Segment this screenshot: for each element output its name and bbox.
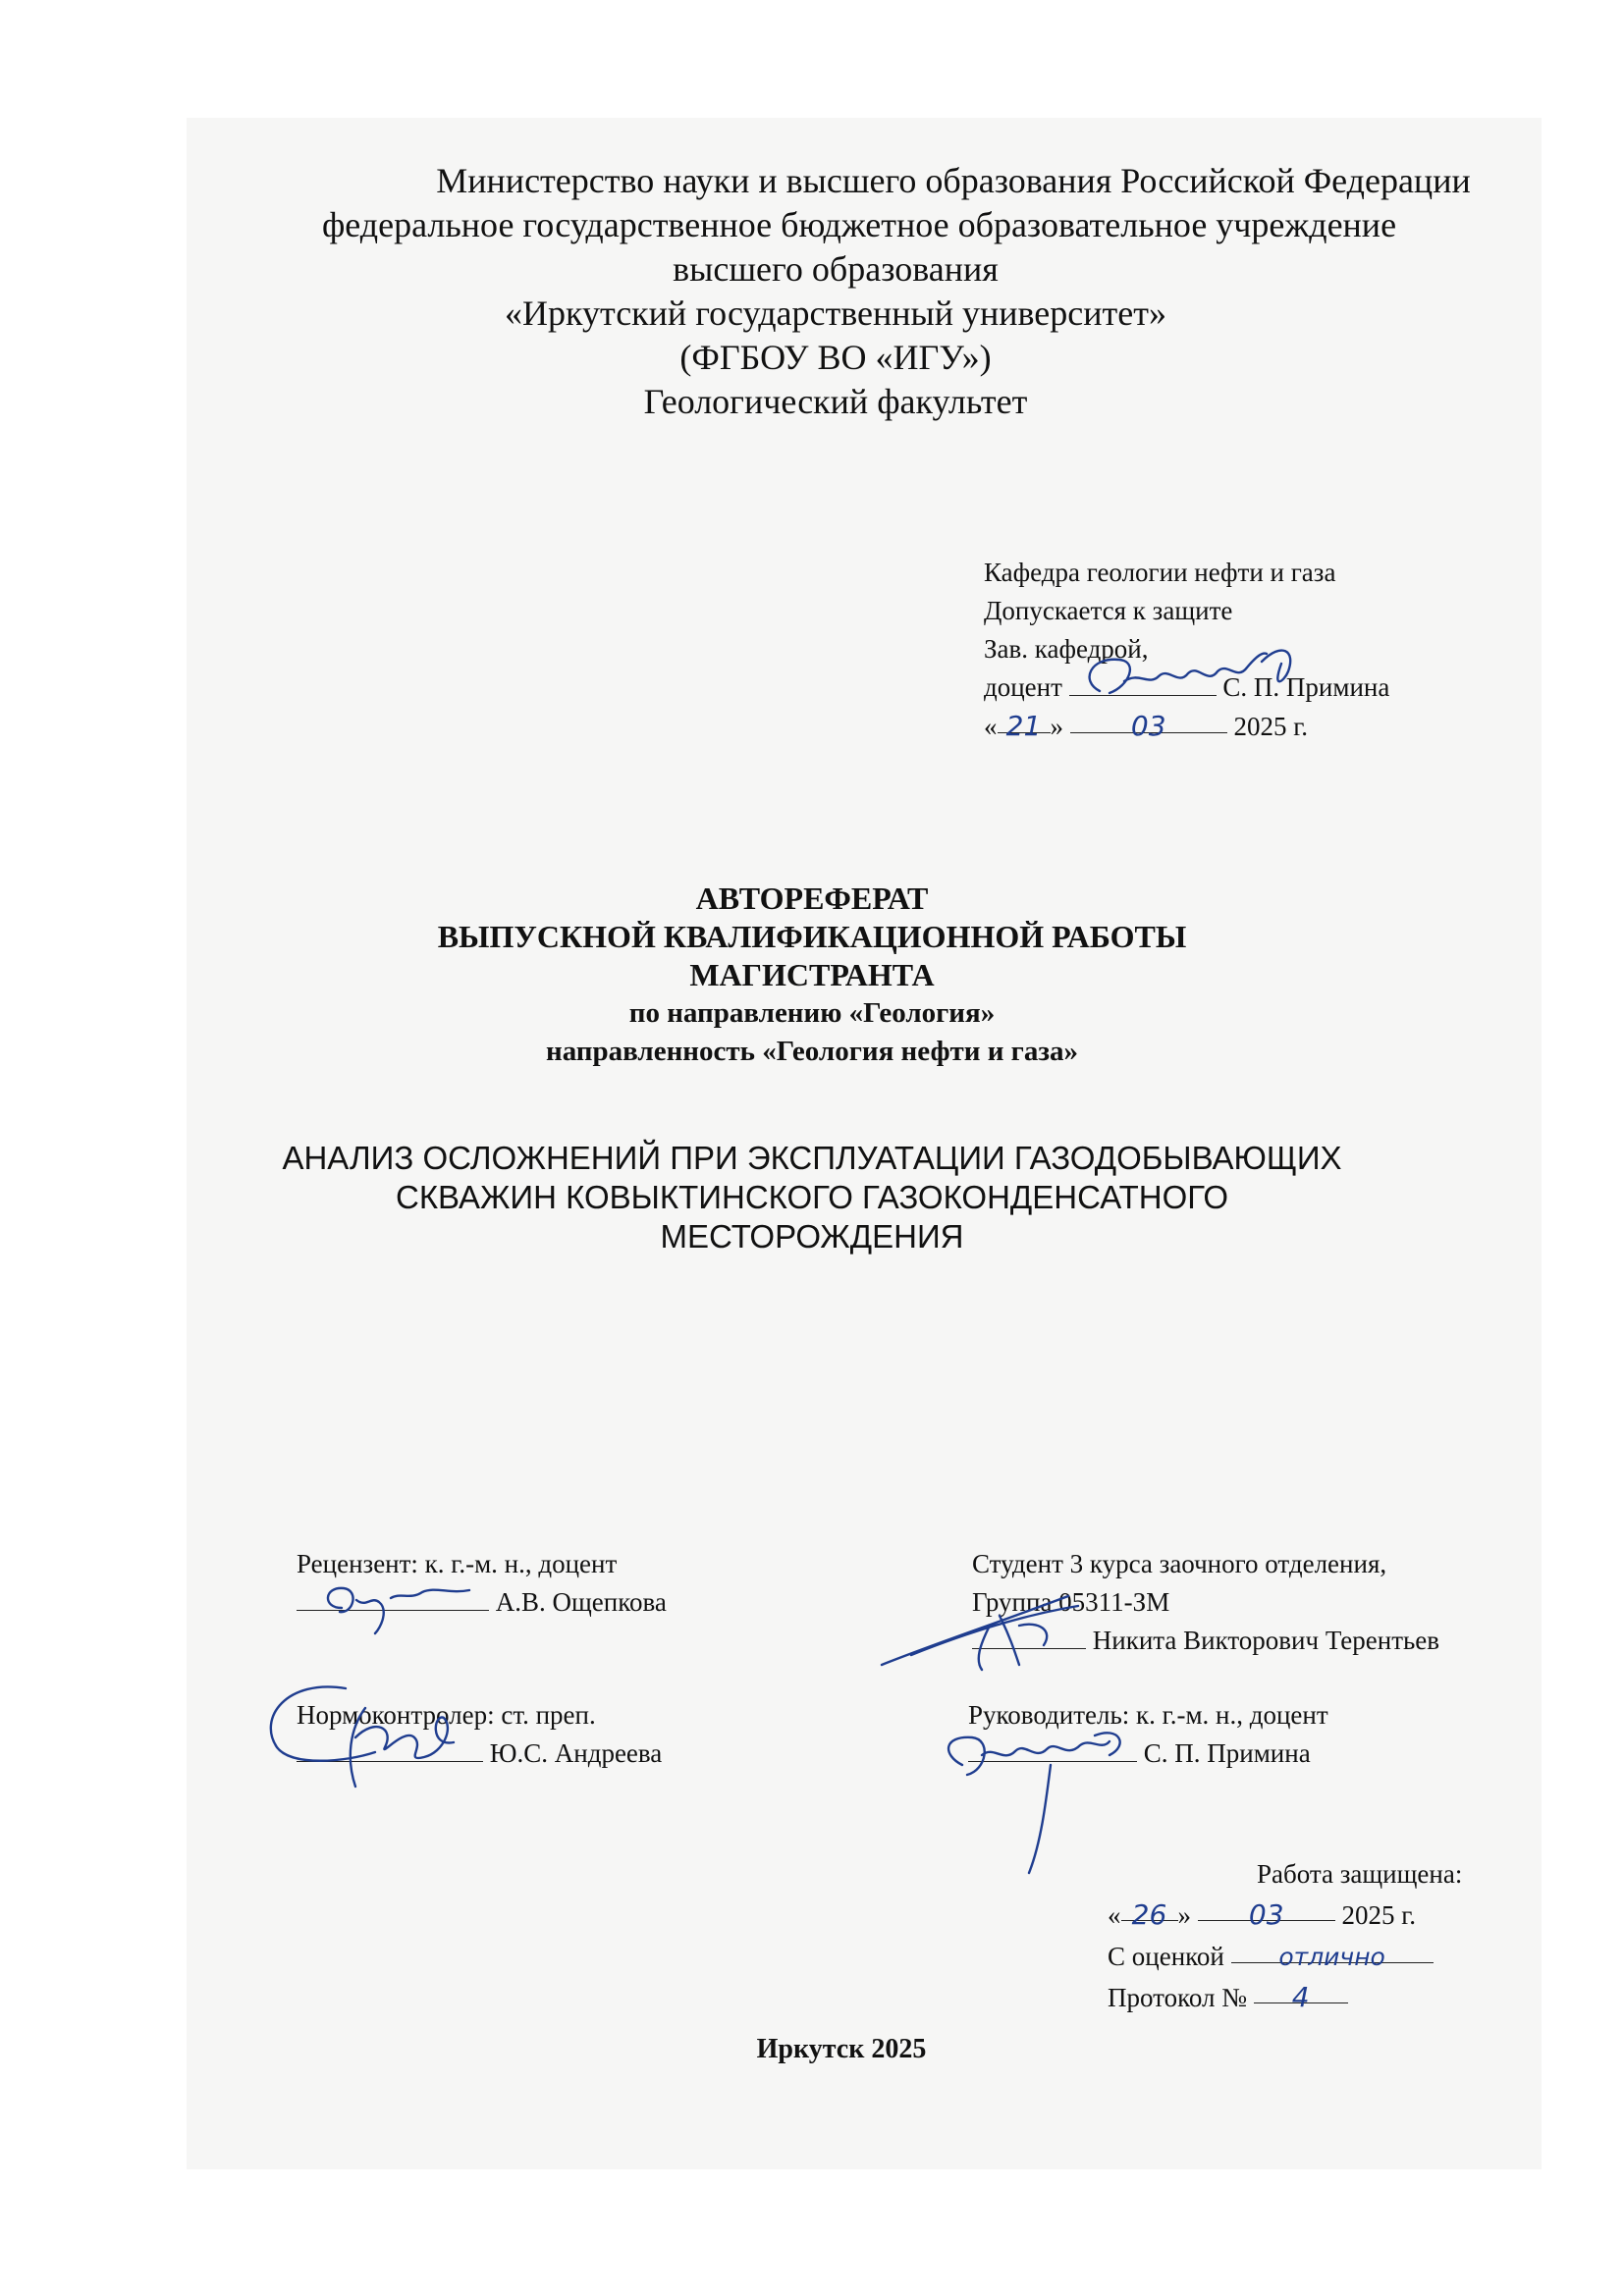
approval-date: « 21 » 03 2025 г.	[984, 707, 1389, 746]
defense-protected-label: Работа защищена:	[1257, 1859, 1463, 1889]
student-label: Студент 3 курса заочного отделения,	[972, 1549, 1387, 1578]
supervisor-name: С. П. Примина	[1143, 1738, 1311, 1768]
topic-line-2: СКВАЖИН КОВЫКТИНСКОГО ГАЗОКОНДЕНСАТНОГО	[395, 1179, 1228, 1215]
defense-year: 2025 г.	[1341, 1900, 1417, 1930]
department-name: Кафедра геологии нефти и газа	[984, 558, 1336, 587]
approval-month: 03	[1070, 707, 1227, 733]
title-specialization: направленность «Геология нефти и газа»	[545, 1036, 1078, 1067]
institution-header	[0, 159, 1624, 424]
defense-date: « 26 » 03 2025 г.	[1108, 1895, 1462, 1936]
approval-day: 21	[998, 707, 1051, 733]
defense-grade-line	[1108, 1936, 1462, 1977]
reviewer-label: Рецензент: к. г.-м. н., доцент	[297, 1549, 618, 1578]
grade-value: отлично	[1231, 1937, 1434, 1963]
normcontrol-signature-scribble	[257, 1669, 493, 1806]
student-signature-scribble	[872, 1586, 1098, 1675]
grade-label: С оценкой	[1108, 1942, 1224, 1971]
supervisor-label: Руководитель: к. г.-м. н., доцент	[968, 1700, 1328, 1730]
title-direction: по направлению «Геология»	[628, 997, 996, 1029]
approval-year: 2025 г.	[1233, 712, 1309, 741]
normcontrol-name: Ю.С. Андреева	[489, 1738, 663, 1768]
defense-day: 26	[1121, 1895, 1178, 1921]
protocol-label: Протокол №	[1108, 1983, 1247, 2012]
head-of-department-label: Зав. кафедрой,	[984, 634, 1149, 664]
head-signature-scribble	[1070, 642, 1326, 721]
faculty-name: Геологический факультет	[643, 382, 1028, 421]
defense-month: 03	[1198, 1895, 1335, 1921]
city-year: Иркутск 2025	[756, 2034, 927, 2064]
title-degree: МАГИСТРАНТА	[689, 957, 935, 992]
protocol-line	[1108, 1977, 1462, 2018]
title-work-type: ВЫПУСКНОЙ КВАЛИФИКАЦИОННОЙ РАБОТЫ	[437, 919, 1187, 954]
reviewer-name: А.В. Ощепкова	[495, 1587, 667, 1617]
reviewer-signature-scribble	[312, 1578, 499, 1637]
institution-type-line: федеральное государственное бюджетное образовательное учреждение	[321, 205, 1397, 244]
student-group: Группа 05311-ЗМ	[972, 1587, 1170, 1617]
title-abstract: АВТОРЕФЕРАТ	[695, 881, 929, 916]
topic-line-1: АНАЛИЗ ОСЛОЖНЕНИЙ ПРИ ЭКСПЛУАТАЦИИ ГАЗОДОБЫВАЮЩИХ	[282, 1140, 1342, 1176]
head-name: С. П. Примина	[1222, 672, 1390, 702]
ministry-line: Министерство науки и высшего образования Российской Федерации	[436, 161, 1471, 200]
topic-line-3: МЕСТОРОЖДЕНИЯ	[660, 1218, 964, 1255]
normcontrol-label: Нормоконтролер: ст. преп.	[297, 1700, 596, 1730]
document-title	[0, 880, 1624, 1071]
thesis-topic	[0, 1139, 1624, 1256]
head-position: доцент	[984, 672, 1062, 702]
protocol-number: 4	[1254, 1977, 1348, 2003]
university-name: «Иркутский государственный университет»	[505, 294, 1166, 333]
education-level-line: высшего образования	[673, 249, 999, 289]
student-name: Никита Викторович Терентьев	[1092, 1626, 1440, 1655]
admitted-to-defense: Допускается к защите	[984, 596, 1233, 625]
defense-block	[1108, 1853, 1462, 2018]
university-abbreviation: (ФГБОУ ВО «ИГУ»)	[679, 338, 992, 377]
